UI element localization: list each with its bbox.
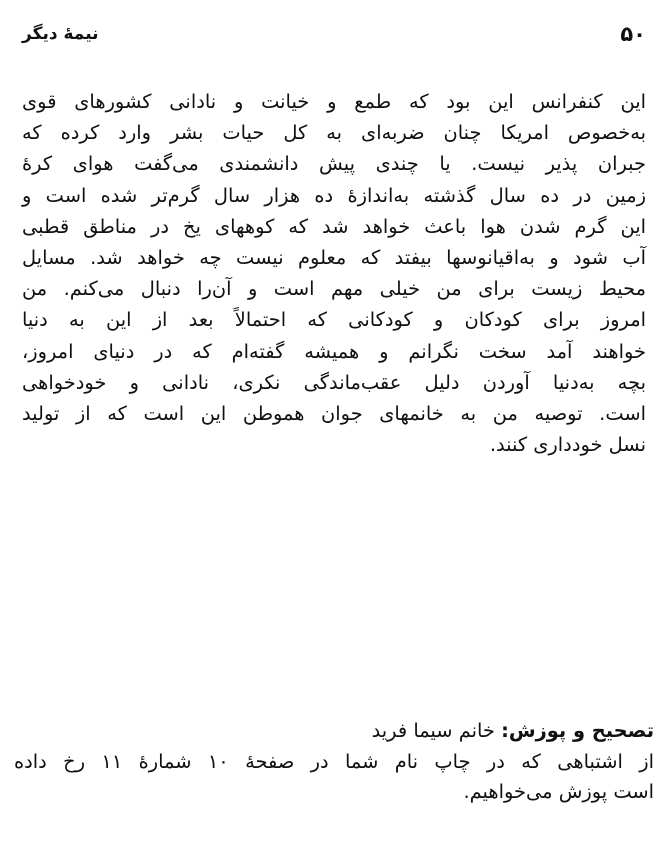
- page-header: [22, 22, 646, 56]
- article-line: زمین در ده سال گذشته به‌اندازهٔ ده هزار سال گرم‌تر شده است و: [22, 183, 646, 207]
- page-number: ۵۰: [620, 22, 646, 46]
- correction-recipient: خانم سیما فرید: [371, 719, 495, 742]
- article-line: به‌خصوص امریکا چنان ضربه‌ای به کل حیات بشر وارد کرده که: [22, 121, 646, 145]
- correction-heading-line: [14, 716, 654, 747]
- article-line: بچه به‌دنیا آوردن دلیل عقب‌ماندگی نکری، نادانی و خودخواهی: [22, 370, 646, 394]
- article-line: این گرم شدن هوا باعث خواهد شد که کوههای یخ در مناطق قطبی: [22, 214, 646, 238]
- article-line: نسل خودداری کنند.: [489, 433, 646, 457]
- correction-title: تصحیح و پوزش:: [501, 719, 654, 742]
- article-line: آب شود و به‌اقیانوسها بیفتد که معلوم نیست چه خواهد شد. مسایل: [22, 245, 646, 269]
- article-line: است. توصیه من به خانمهای جوان هموطن این است که از تولید: [22, 401, 646, 425]
- correction-notice: [14, 716, 654, 808]
- running-title: نیمهٔ دیگر: [22, 24, 99, 44]
- article-line: امروز برای کودکان و کودکانی که احتمالاً بعد از این به دنیا: [22, 308, 646, 332]
- article-line: محیط زیست برای من خیلی مهم است و آن‌را دنبال می‌کنم. من: [22, 277, 646, 301]
- article-line: جبران پذیر نیست. یا چندی پیش دانشمندی می‌گفت هوای کرهٔ: [22, 152, 646, 176]
- correction-line: است پوزش می‌خواهیم.: [463, 780, 654, 803]
- correction-line: از اشتباهی که در چاپ نام شما در صفحهٔ ۱۰ شمارهٔ ۱۱ رخ داده: [14, 749, 655, 773]
- article-body: [22, 86, 646, 460]
- article-line: این کنفرانس این بود که طمع و خیانت و نادانی کشورهای قوی: [22, 90, 646, 113]
- article-line: خواهند آمد سخت نگرانم و همیشه گفته‌ام که در دنیای امروز،: [22, 339, 646, 363]
